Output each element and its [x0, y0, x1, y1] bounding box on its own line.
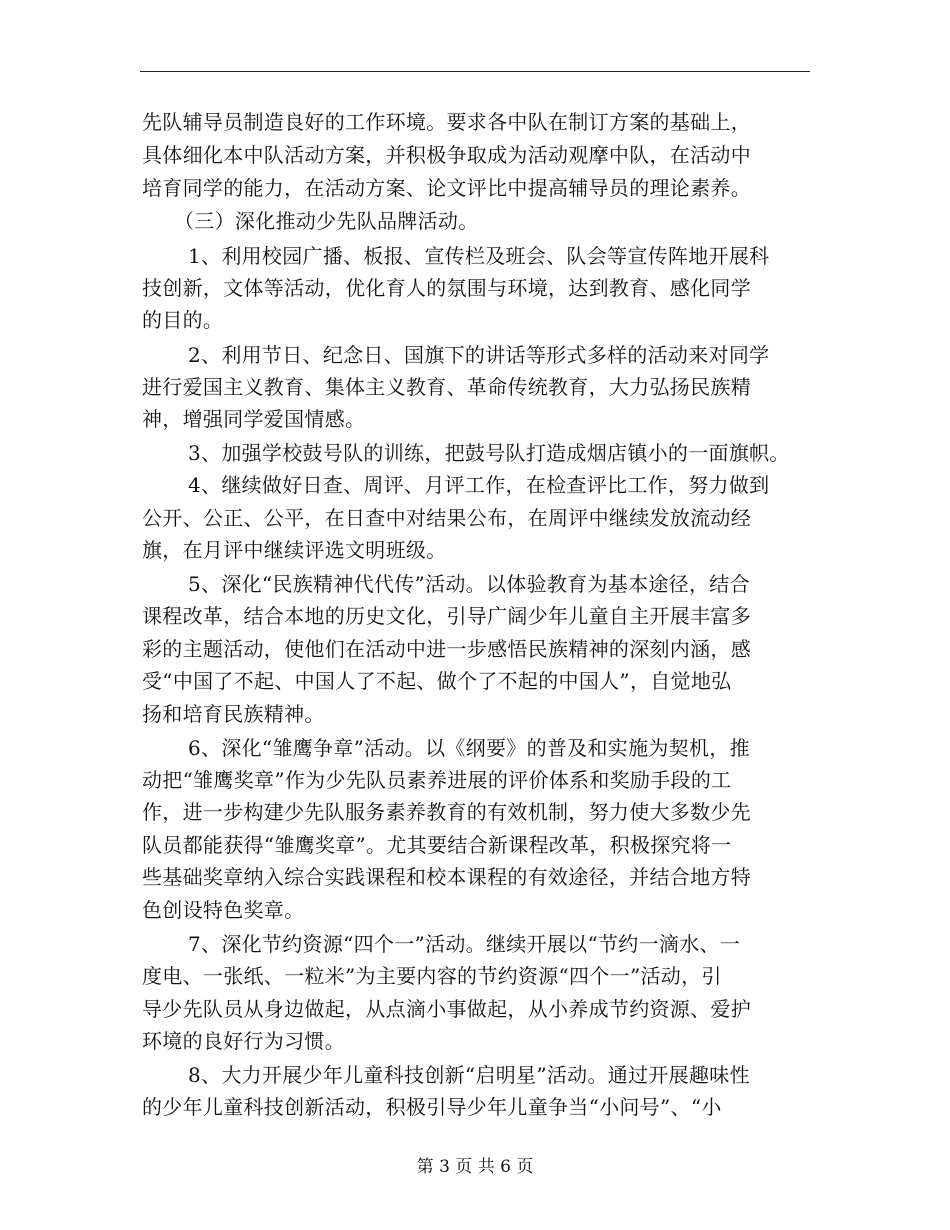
text-line: 4、继续做好日查、周评、月评工作，在检查评比工作，努力做到	[188, 473, 770, 497]
text-line: 度电、一张纸、一粒米”为主要内容的节约资源“四个一”活动，引	[142, 964, 722, 988]
text-line: 1、利用校园广播、板报、宣传栏及班会、队会等宣传阵地开展科	[188, 244, 770, 268]
text-line: 导少先队员从身边做起，从点滴小事做起，从小养成节约资源、爱护	[142, 997, 751, 1021]
text-line: 具体细化本中队活动方案，并积极争取成为活动观摩中队，在活动中	[142, 143, 751, 167]
page-number-footer: 第 3 页 共 6 页	[416, 1157, 534, 1177]
text-line: 公开、公正、公平，在日查中对结果公布，在周评中继续发放流动经	[142, 506, 751, 530]
text-line: 7、深化节约资源“四个一”活动。继续开展以“节约一滴水、一	[188, 932, 741, 956]
text-line: 3、加强学校鼓号队的训练，把鼓号队打造成烟店镇小的一面旗帜。	[188, 441, 790, 465]
text-line: 进行爱国主义教育、集体主义教育、革命传统教育，大力弘扬民族精	[142, 375, 751, 399]
header-rule	[140, 71, 810, 72]
text-line: 先队辅导员制造良好的工作环境。要求各中队在制订方案的基础上，	[142, 110, 751, 134]
text-line: 环境的良好行为习惯。	[142, 1029, 345, 1053]
text-line: 些基础奖章纳入综合实践课程和校本课程的有效途径，并结合地方特	[142, 865, 751, 889]
text-line: 受“中国了不起、中国人了不起、做个了不起的中国人”，自觉地弘	[142, 669, 732, 693]
text-line: 培育同学的能力，在活动方案、论文评比中提高辅导员的理论素养。	[142, 176, 751, 200]
text-line: 旗，在月评中继续评选文明班级。	[142, 538, 447, 562]
text-line: 队员都能获得“雏鹰奖章”。尤其要结合新课程改革，积极探究将一	[142, 833, 732, 857]
text-line: 6、深化“雏鹰争章”活动。以《纲要》的普及和实施为契机，推	[188, 736, 750, 760]
text-line: 作，进一步构建少先队服务素养教育的有效机制，努力使大多数少先	[142, 800, 751, 824]
text-line: 动把“雏鹰奖章”作为少先队员素养进展的评价体系和奖励手段的工	[142, 768, 732, 792]
text-line: 的少年儿童科技创新活动，积极引导少年儿童争当“小问号”、“小	[142, 1095, 722, 1119]
text-line: 2、利用节日、纪念日、国旗下的讲话等形式多样的活动来对同学	[188, 343, 770, 367]
text-line: 神，增强同学爱国情感。	[142, 407, 366, 431]
text-line: 5、深化“民族精神代代传”活动。以体验教育为基本途径，结合	[188, 572, 750, 596]
text-line: 彩的主题活动，使他们在活动中进一步感悟民族精神的深刻内涵，感	[142, 637, 751, 661]
text-line: 技创新，文体等活动，优化育人的氛围与环境，达到教育、感化同学	[142, 276, 751, 300]
text-line: 8、大力开展少年儿童科技创新“启明星”活动。通过开展趣味性	[188, 1063, 750, 1087]
section-heading: （三）深化推动少先队品牌活动。	[174, 209, 479, 233]
text-line: 课程改革，结合本地的历史文化，引导广阔少年儿童自主开展丰富多	[142, 604, 751, 628]
text-line: 色创设特色奖章。	[142, 898, 305, 922]
text-line: 的目的。	[142, 308, 224, 332]
text-line: 扬和培育民族精神。	[142, 702, 325, 726]
